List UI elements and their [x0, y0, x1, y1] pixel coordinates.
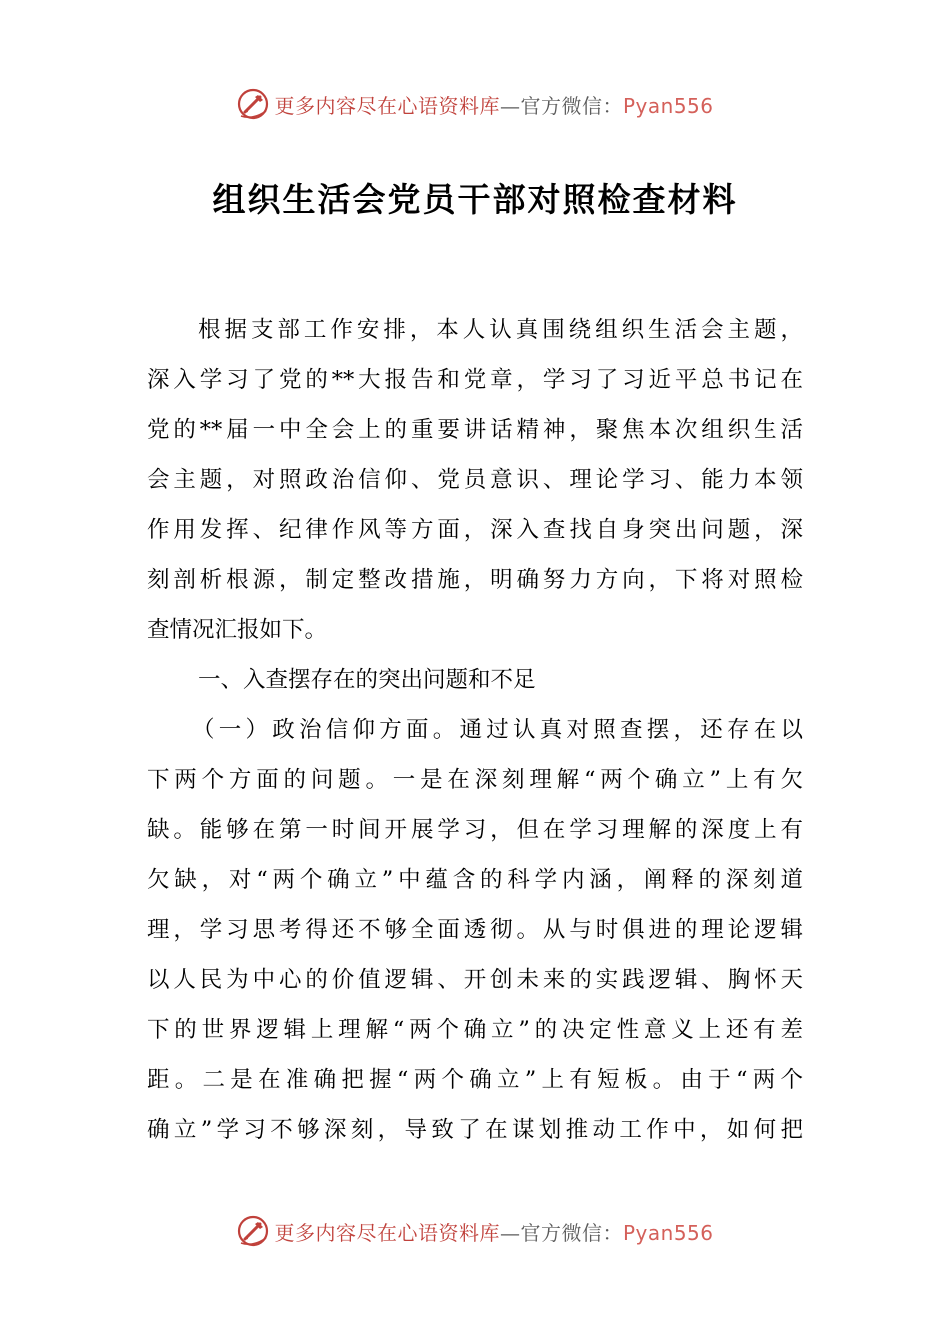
- watermark-wechat-id: Pyan556: [622, 1220, 714, 1245]
- body-line-9: （一）政治信仰方面。通过认真对照查摆，还存在以: [192, 717, 803, 743]
- body-line-14: 以人民为中心的价值逻辑、开创未来的实践逻辑、胸怀天: [147, 967, 803, 993]
- section-heading-1: 一、入查摆存在的突出问题和不足: [198, 667, 536, 693]
- body-line-4: 会主题，对照政治信仰、党员意识、理论学习、能力本领: [147, 467, 803, 493]
- watermark-dash: —: [499, 1220, 521, 1245]
- document-title: 组织生活会党员干部对照检查材料: [212, 180, 738, 219]
- watermark-text-2: 官方微信：: [520, 1220, 623, 1245]
- body-line-7: 查情况汇报如下。: [147, 617, 328, 643]
- body-line-3: 党的**届一中全会上的重要讲话精神，聚焦本次组织生活: [147, 417, 803, 443]
- body-line-6: 刻剖析根源，制定整改措施，明确努力方向，下将对照检: [147, 567, 803, 593]
- body-line-2: 深入学习了党的**大报告和党章，学习了习近平总书记在: [147, 367, 803, 393]
- header-watermark: [0, 84, 950, 124]
- body-line-5: 作用发挥、纪律作风等方面，深入查找自身突出问题，深: [147, 517, 803, 543]
- body-line-16: 距。二是在准确把握“两个确立”上有短板。由于“两个: [147, 1067, 803, 1093]
- body-line-10: 下两个方面的问题。一是在深刻理解“两个确立”上有欠: [147, 767, 803, 793]
- watermark-wechat-id: Pyan556: [622, 93, 714, 118]
- body-line-17: 确立”学习不够深刻，导致了在谋划推动工作中，如何把: [147, 1117, 803, 1143]
- watermark-text-1: 更多内容尽在心语资料库: [274, 1220, 500, 1245]
- document-body: [147, 305, 803, 1155]
- pen-logo-icon: [236, 1214, 270, 1248]
- footer-watermark: [0, 1211, 950, 1251]
- watermark-text-2: 官方微信：: [520, 93, 623, 118]
- body-line-11: 缺。能够在第一时间开展学习，但在学习理解的深度上有: [147, 817, 803, 843]
- body-line-12: 欠缺，对“两个确立”中蕴含的科学内涵，阐释的深刻道: [147, 867, 803, 893]
- body-line-13: 理，学习思考得还不够全面透彻。从与时俱进的理论逻辑: [147, 917, 803, 943]
- watermark-text-1: 更多内容尽在心语资料库: [274, 93, 500, 118]
- watermark-dash: —: [499, 93, 521, 118]
- body-line-15: 下的世界逻辑上理解“两个确立”的决定性意义上还有差: [147, 1017, 803, 1043]
- pen-logo-icon: [236, 87, 270, 121]
- body-line-1: 根据支部工作安排，本人认真围绕组织生活会主题，: [198, 317, 803, 343]
